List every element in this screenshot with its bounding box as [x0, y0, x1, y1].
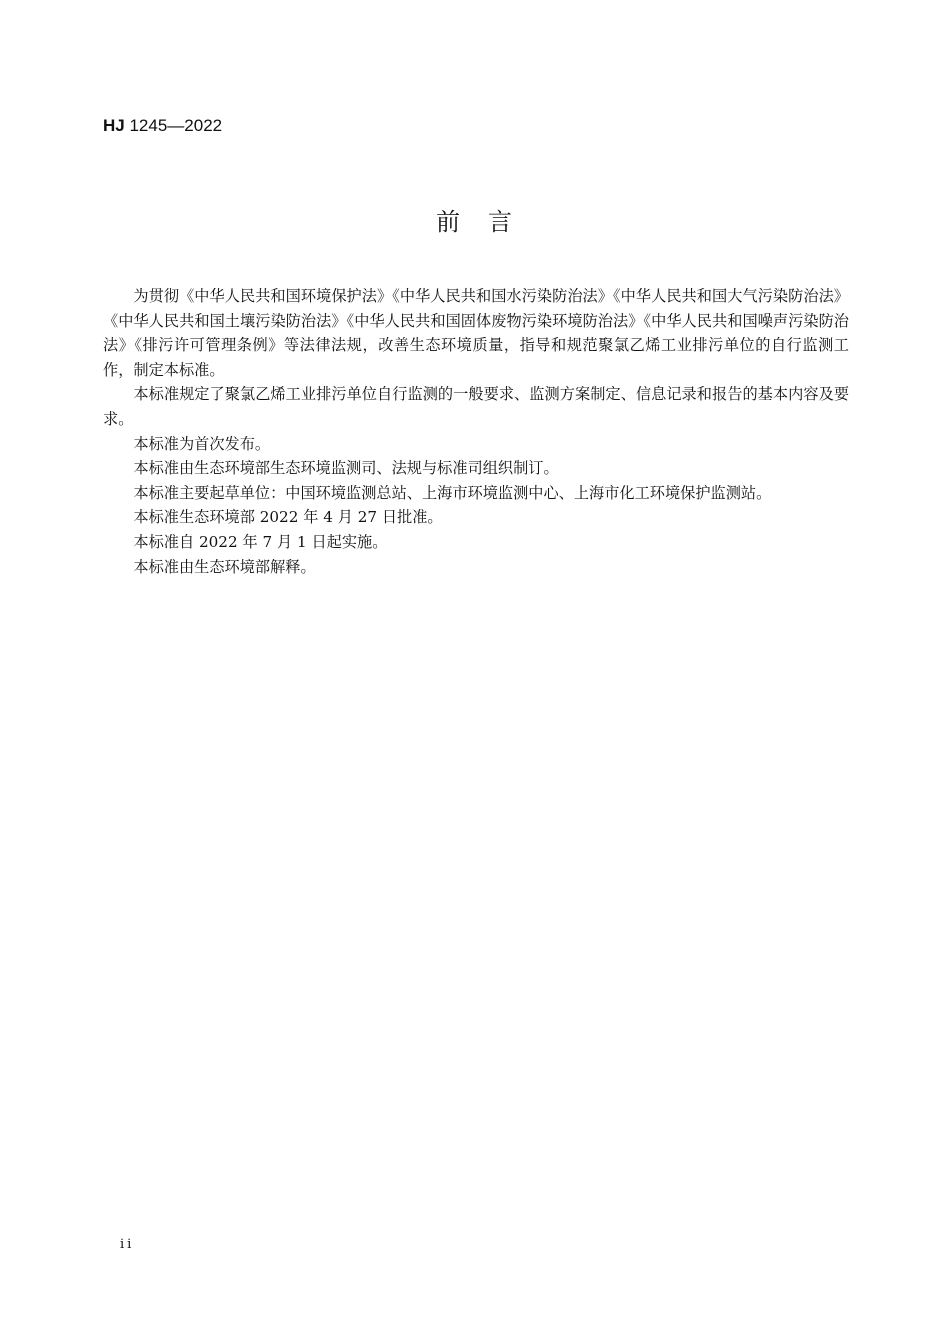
page-title: 前 言 [436, 208, 514, 236]
preface-paragraph: 为贯彻《中华人民共和国环境保护法》《中华人民共和国水污染防治法》《中华人民共和国大气污染防治法》《中华人民共和国土壤污染防治法》《中华人民共和国固体废物污染环境防治法》《中华人民共和国噪声污染防治法》《排污许可管理条例》等法律法规，改善生态环境质量，指导和规范聚氯乙烯工业排污单位的自行监测工作，制定本标准。 [103, 287, 849, 379]
preface-body [103, 284, 849, 579]
preface-paragraph: 本标准为首次发布。 [133, 434, 271, 453]
preface-paragraph: 本标准由生态环境部生态环境监测司、法规与标准司组织制订。 [133, 459, 559, 478]
preface-paragraph: 本标准由生态环境部解释。 [133, 557, 316, 576]
standard-number-header [103, 115, 222, 137]
preface-paragraph: 本标准生态环境部 2022 年 4 月 27 日批准。 [133, 508, 443, 527]
page-number: ii [120, 1237, 135, 1252]
standard-code: HJ [103, 116, 125, 135]
preface-paragraph: 本标准规定了聚氯乙烯工业排污单位自行监测的一般要求、监测方案制定、信息记录和报告的基本内容及要求。 [103, 385, 849, 428]
preface-paragraph: 本标准自 2022 年 7 月 1 日起实施。 [133, 532, 388, 551]
standard-number: 1245—2022 [129, 116, 223, 135]
preface-paragraph: 本标准主要起草单位：中国环境监测总站、上海市环境监测中心、上海市化工环境保护监测站。 [133, 483, 772, 502]
